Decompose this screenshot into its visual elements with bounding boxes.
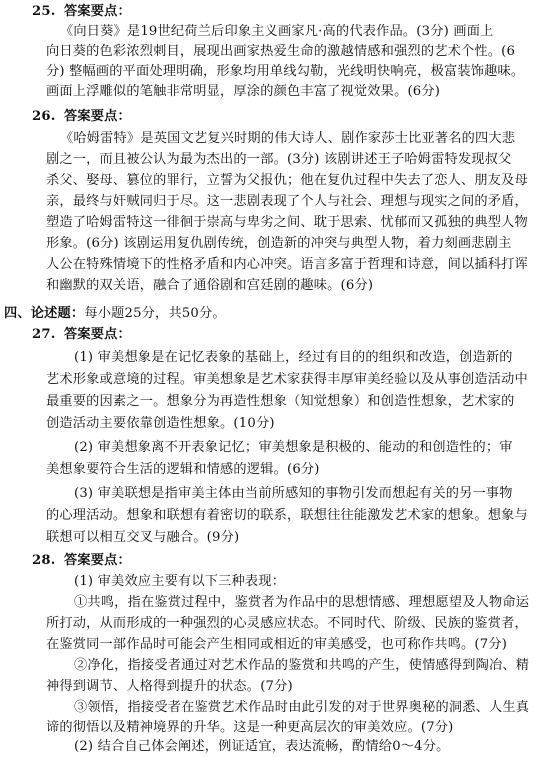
q28-line: ①共鸣，指在鉴赏过程中，鉴赏者为作品中的思想情感、理想愿望及人物命运 — [74, 595, 530, 610]
q28-line: ②净化，指接受者通过对艺术作品的鉴赏和共鸣的产生，使情感得到陶冶、精 — [74, 658, 530, 673]
q26-line: 人公在特殊情境下的性格矛盾和内心冲突。语言多富于哲理和诗意，间以插科打诨 — [46, 257, 528, 272]
q27-line: 美想象要符合生活的逻辑和情感的逻辑。(6分) — [46, 462, 320, 477]
q27-line: 的心理活动。想象和联想有着密切的联系，联想往往能激发艺术家的想象。想象与 — [46, 508, 528, 523]
q28-line: 神得到调节、人格得到提升的状态。(7分) — [46, 679, 293, 694]
q25-line: 《向日葵》是19世纪荷兰后印象主义画家凡·高的代表作品。(3分) 画面上 — [60, 24, 494, 39]
q26-line: 塑造了哈姆雷特这一徘徊于崇高与卑劣之间、耽于思索、忧郁而又孤独的典型人物 — [46, 215, 528, 230]
q27-line: (3) 审美联想是指审美主体由当前所感知的事物引发而想起有关的另一事物 — [74, 486, 513, 501]
section-4-label: 四、论述题： — [4, 306, 85, 321]
q28-line: ③领悟，指接受者在鉴赏艺术作品时由此引发的对于世界奥秘的洞悉、人生真 — [74, 700, 530, 715]
q28-line: 谛的彻悟以及精神境界的升华。这是一种更高层次的审美效应。(7分) — [46, 720, 454, 735]
q26-number: 26. — [32, 109, 56, 124]
section-4-heading — [4, 306, 226, 322]
q27-heading — [32, 327, 131, 343]
q26-line: 和幽默的双关语，融合了通俗剧和宫廷剧的趣味。(6分) — [46, 278, 374, 293]
q27-number: 27. — [32, 327, 56, 342]
q27-line: 最重要的因素之一。想象分为再造性想象（知觉想象）和创造性想象，艺术家的 — [46, 394, 515, 409]
q25-heading — [32, 4, 131, 20]
q25-line: 画面上浮雕似的笔触非常明显，厚涂的颜色丰富了视觉效果。(6分) — [46, 84, 441, 99]
q27-line: (1) 审美想象是在记忆表象的基础上，经过有目的的组织和改造，创造新的 — [74, 350, 513, 365]
q28-heading — [32, 553, 131, 569]
q26-line: 形象。(6分) 该剧运用复仇剧传统，创造新的冲突与典型人物，着力刻画悲剧主 — [46, 236, 512, 251]
q25-line: 向日葵的色彩浓烈刺目，展现出画家热爱生命的激越情感和强烈的艺术个性。(6 — [46, 44, 516, 59]
q26-line: 剧之一，而且被公认为最为杰出的一部。(3分) 该剧讲述王子哈姆雷特发现叔父 — [46, 152, 512, 167]
q28-line: 在鉴赏同一部作品时可能会产生相同或相近的审美感受，也可称作共鸣。(7分) — [46, 637, 508, 652]
q25-number: 25. — [32, 4, 56, 19]
q25-heading-label: 答案要点： — [63, 4, 131, 19]
q26-line: 杀父、娶母、篡位的罪行，立誓为父报仇；他在复仇过程中失去了恋人、朋友及母 — [46, 173, 528, 188]
q28-heading-label: 答案要点： — [63, 553, 131, 568]
q28-line: (2) 结合自己体会阐述，例证适宜，表达流畅，酌情给0～4分。 — [74, 739, 450, 754]
q26-heading-label: 答案要点： — [63, 109, 131, 124]
q28-line: 所打动，从而形成的一种强烈的心灵感应状态。不同时代、阶级、民族的鉴赏者， — [46, 616, 528, 631]
q26-heading — [32, 109, 131, 125]
q27-line: 艺术形象或意境的过程。审美想象是艺术家获得丰厚审美经验以及从事创造活动中 — [46, 372, 528, 387]
q27-line: (2) 审美想象离不开表象记忆；审美想象是积极的、能动的和创造性的；审 — [74, 440, 513, 455]
q27-heading-label: 答案要点： — [63, 327, 131, 342]
q27-line: 联想可以相互交叉与融合。(9分) — [46, 530, 240, 545]
q28-line: (1) 审美效应主要有以下三种表现： — [74, 574, 286, 589]
q25-line: 分) 整幅画的平面处理明确，形象均用单线勾勒，光线明快响亮，极富装饰趣味。 — [46, 64, 525, 79]
q26-line: 《哈姆雷特》是英国文艺复兴时期的伟大诗人、剧作家莎士比亚著名的四大悲 — [60, 131, 516, 146]
q27-line: 创造活动主要依靠创造性想象。(10分) — [46, 416, 275, 431]
q28-number: 28. — [32, 553, 56, 568]
q26-line: 亲，最终与奸贼同归于尽。这一悲剧表现了个人与社会、理想与现实之间的矛盾， — [46, 194, 528, 209]
section-4-desc: 每小题25分，共50分。 — [84, 306, 226, 321]
